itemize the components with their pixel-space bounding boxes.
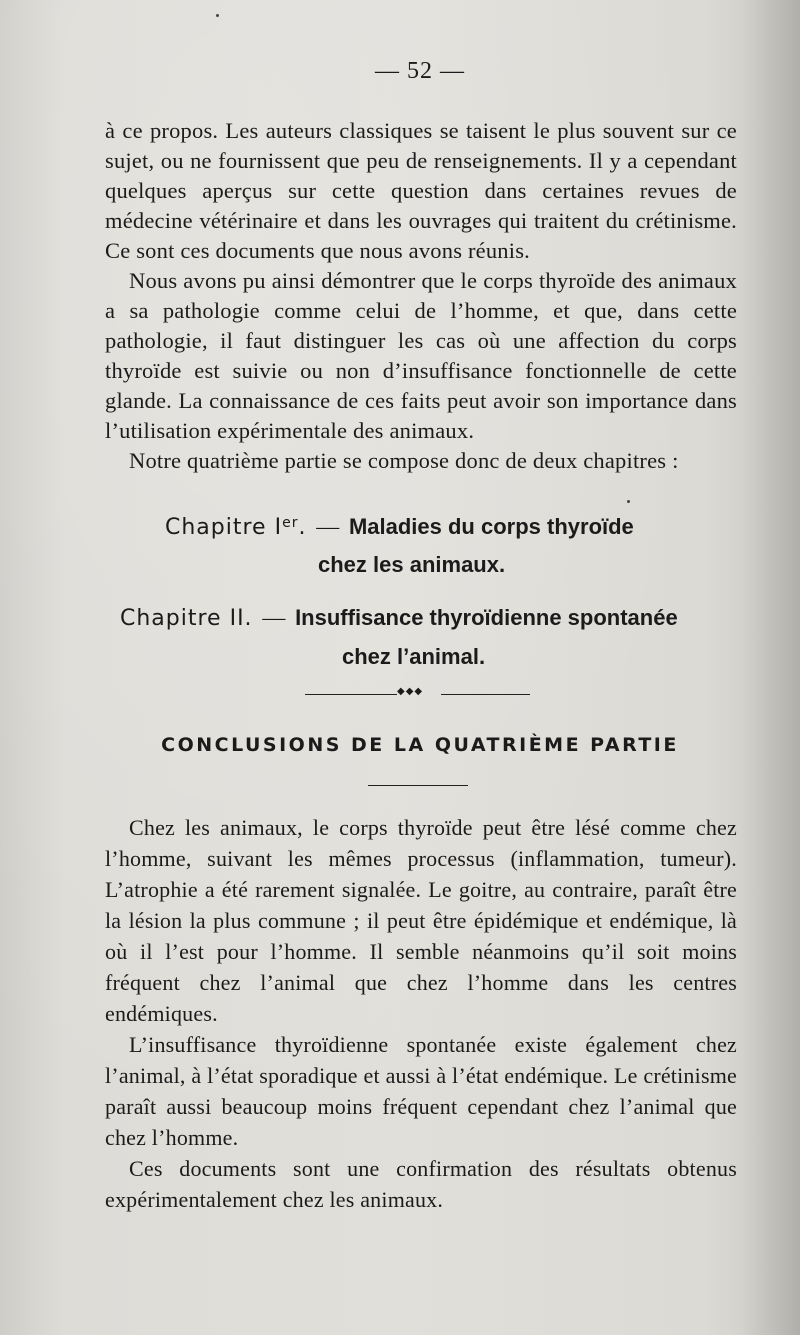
chapter-2-label: Chapitre II. [120,606,253,631]
paragraph: à ce propos. Les auteurs classiques se taisent le plus souvent sur ce sujet, ou ne fournissent que peu de renseignements. Il y a cependant quelques aperçus sur cette question dans certaines revues de médecine vétérinaire et dans les ouvrages qui traitent du crétinisme. Ce sont ces documents que nous avons réunis. [105,118,737,263]
paragraph: Notre quatrième partie se compose donc de deux chapitres : [129,448,679,473]
ornament-rule-right [441,694,530,695]
chapter-1-label: Chapitre Ier. [165,515,307,540]
chapter-2-heading [120,605,800,631]
section-ornament [305,688,530,700]
chapter-2-title-continued: chez l’animal. [342,644,486,669]
ornament-rule-left [305,694,397,695]
intro-text [105,116,737,476]
chapter-1-title-continued: chez les animaux. [318,552,506,577]
paragraph: Nous avons pu ainsi démontrer que le corps thyroïde des animaux a sa pathologie comme celui de l’homme, et que, dans cette pathologie, il faut distinguer les cas où une affection du corps thyroïde est suivie ou non d’insuffisance fonctionnelle de cette glande. La connaissance de ces faits peut avoir son importance dans l’utilisation expérimentale des animaux. [105,268,737,443]
diamond-ornament-icon: ◆◆◆ [397,686,424,697]
chapter-dash: — [262,605,286,630]
paragraph: L’insuffisance thyroïdienne spontanée existe également chez l’animal, à l’état sporadique et aussi à l’état endémique. Le crétinisme paraît aussi beaucoup moins fréquent cependant chez l’animal que chez l’homme. [105,1032,737,1150]
print-speck [216,14,219,17]
chapter-1-title: Maladies du corps thyroïde [348,514,634,539]
conclusion-text [105,812,737,1215]
paragraph: Ces documents sont une confirmation des résultats obtenus expérimentalement chez les animaux. [105,1156,737,1212]
print-speck [627,500,630,503]
chapter-2-title: Insuffisance thyroïdienne spontanée [295,605,678,630]
page-number: — 52 — [375,58,465,84]
section-heading: CONCLUSIONS DE LA QUATRIÈME PARTIE [161,734,679,756]
chapter-dash: — [316,514,340,539]
chapter-1-heading [165,514,800,540]
paragraph: Chez les animaux, le corps thyroïde peut être lésé comme chez l’homme, suivant les mêmes processus (inflammation, tumeur). L’atrophie a été rarement signalée. Le goitre, au contraire, paraît être la lésion la plus commune ; il peut être épidémique et endémique, là où il l’est pour l’homme. Il semble néanmoins qu’il soit moins fréquent chez l’animal que chez l’homme dans les centres endémiques. [105,815,737,1026]
heading-underline [368,785,468,786]
